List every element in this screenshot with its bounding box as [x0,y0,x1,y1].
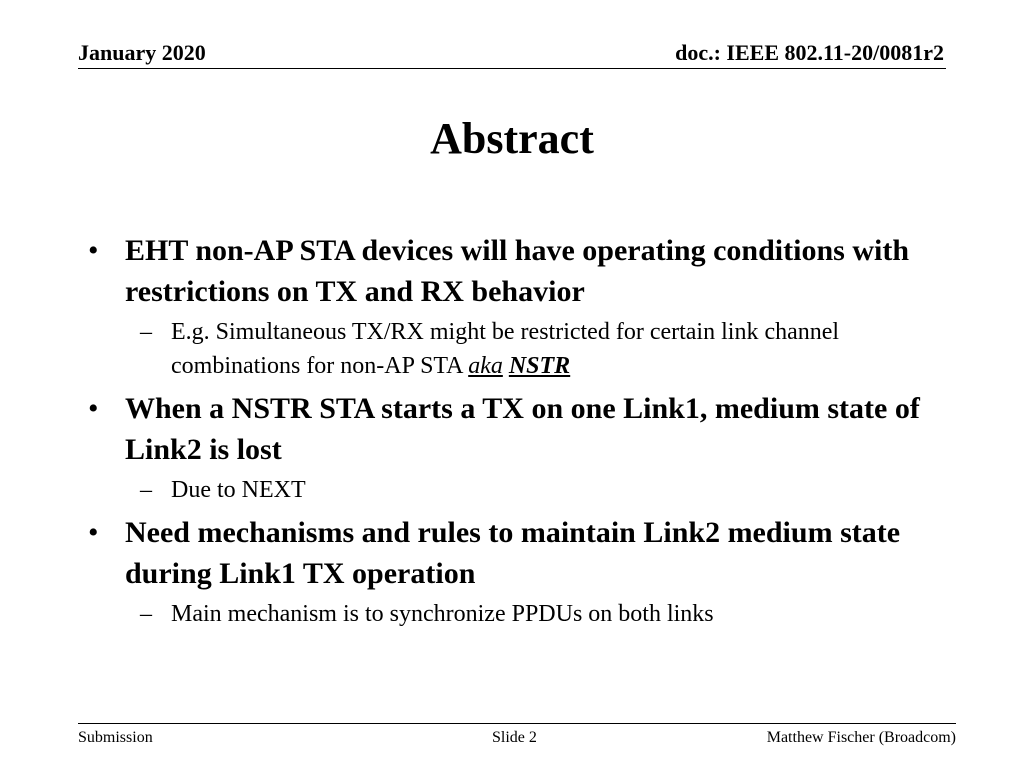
bullet-text: Need mechanisms and rules to maintain Link2 medium state during Link1 TX operation [125,516,901,590]
bullet-marker: • [88,516,99,549]
sub-bullet-text: Main mechanism is to synchronize PPDUs on both links [171,601,714,627]
bullet-text: EHT non-AP STA devices will have operating conditions with restrictions on TX and RX behavior [125,234,909,308]
footer-slide-number: Slide 2 [492,729,537,746]
sub-bullet-marker: – [140,601,152,627]
header-doc-number: doc.: IEEE 802.11-20/0081r2 [675,40,944,65]
header-divider [78,68,946,69]
nstr-text: NSTR [508,353,571,379]
sub-bullet-text: E.g. Simultaneous TX/RX might be restricted for certain link channel combinations for non-AP STA [171,319,840,379]
footer-author: Matthew Fischer (Broadcom) [766,729,956,746]
slide-content [78,230,958,636]
bullet-marker: • [88,234,99,267]
aka-text: aka [468,353,503,379]
bullet-marker: • [88,392,99,425]
bullet-item [78,388,958,470]
slide-title: Abstract [430,114,594,163]
footer-divider [78,723,956,724]
sub-bullet-marker: – [140,319,152,345]
bullet-text: When a NSTR STA starts a TX on one Link1, medium state of Link2 is lost [125,392,920,466]
bullet-item [78,512,958,594]
bullet-item [78,230,958,312]
header-date: January 2020 [78,40,206,65]
footer-submission: Submission [78,729,153,746]
sub-bullet-text: Due to NEXT [171,477,306,503]
sub-bullet-item [78,315,958,383]
sub-bullet-item [78,597,958,631]
sub-bullet-marker: – [140,477,152,503]
sub-bullet-item [78,473,958,507]
